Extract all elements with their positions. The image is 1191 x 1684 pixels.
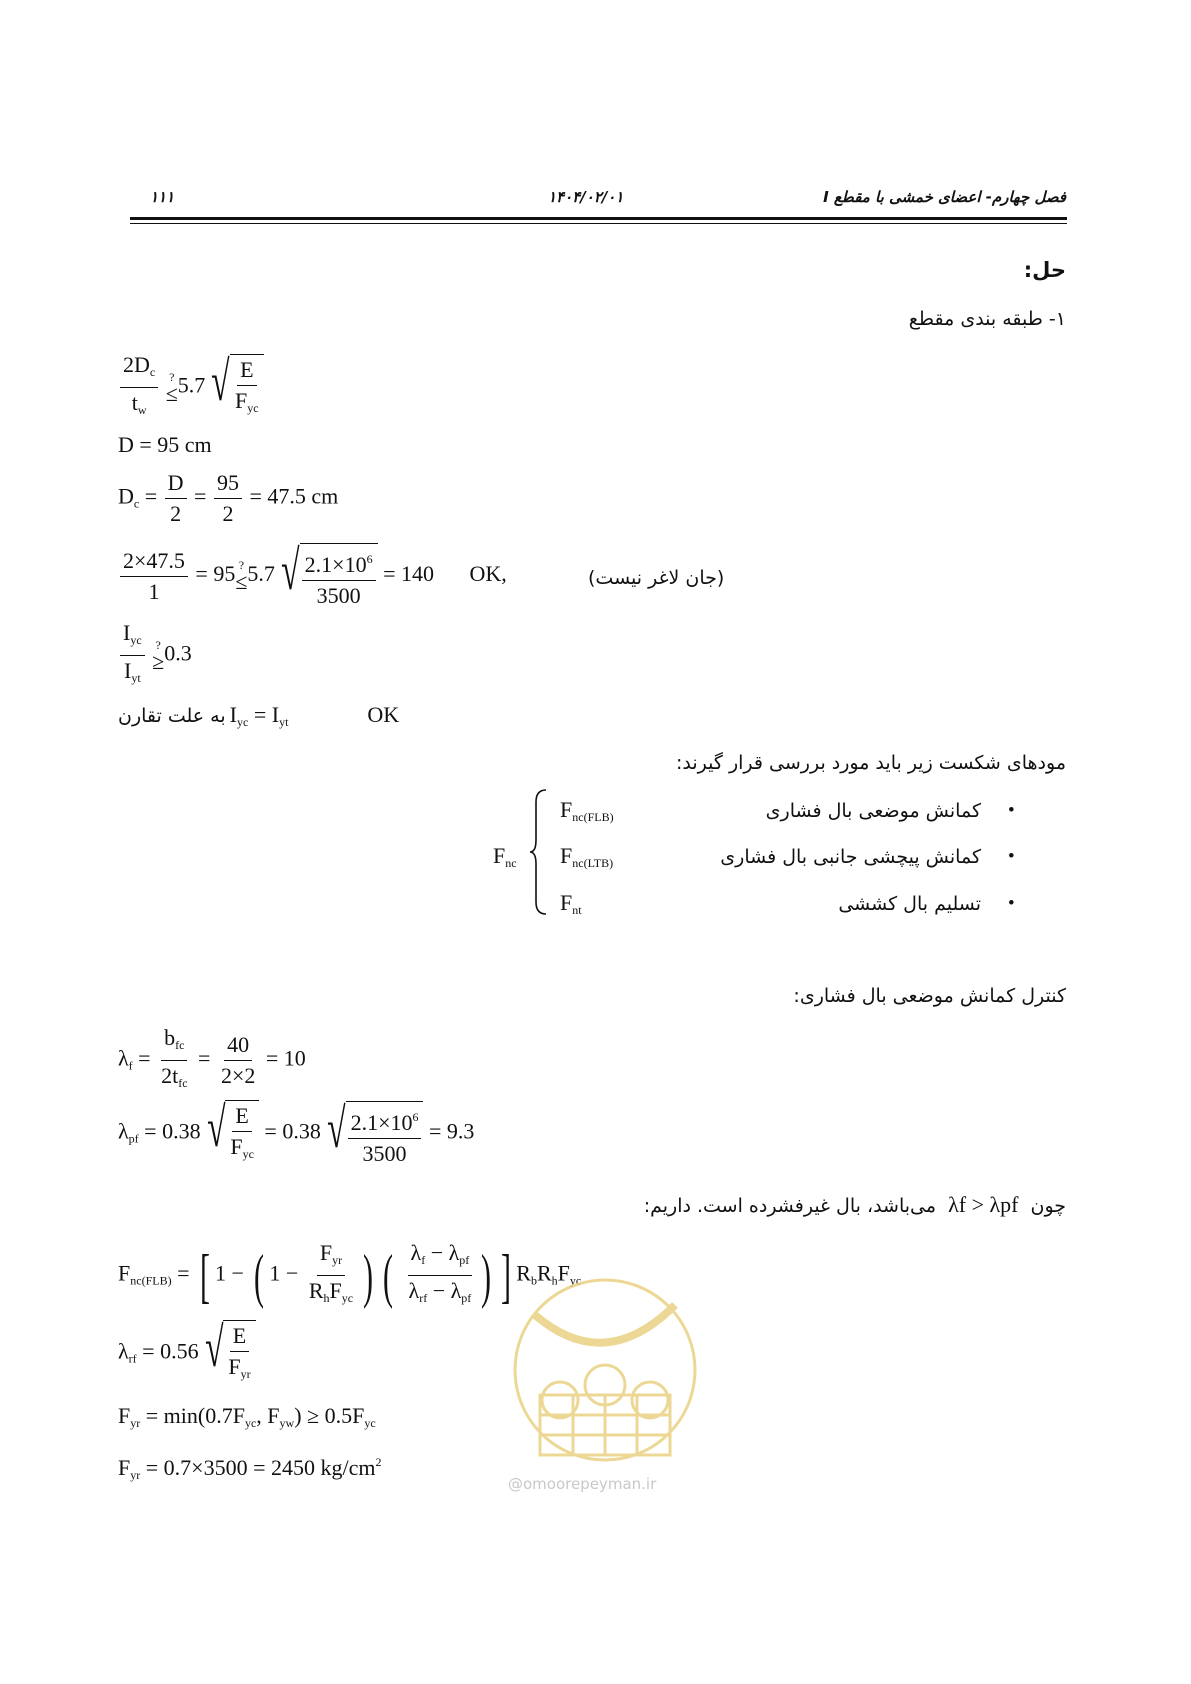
symbol-fnc-ltb: $F_{nc(LTB)}$: [560, 843, 614, 870]
eq-lambda-f: $\lambda_f$ = $\frac{b_{fc}}{2t_{fc}}$ = $\frac{40}{2\times 2}$ = 10: [118, 1025, 306, 1090]
page-number: ۱۱۱: [150, 188, 175, 206]
bullet-icon: •: [1008, 846, 1015, 867]
failure-modes-intro: مودهای شکست زیر باید مورد بررسی قرار گیرند:: [676, 752, 1066, 774]
eq-dc: $D_c$ = $\frac{D}{2}$ = $\frac{95}{2}$ = 47.5 cm: [118, 470, 339, 526]
failure-mode-item: تسلیم بال کششی: [838, 893, 981, 915]
watermark-logo: [495, 1275, 715, 1475]
bullet-icon: •: [1008, 893, 1015, 914]
web-not-slender-note: (جان لاغر نیست): [588, 567, 725, 589]
header-date: ۱۴۰۴/۰۲/۰۱: [548, 188, 624, 206]
header-rule-thin: [130, 223, 1067, 224]
failure-modes-brace: [528, 788, 550, 916]
at-icon: @: [508, 1475, 523, 1493]
eq-lambda-pf: $\lambda_{pf} = 0.38$ √ $\frac{E}{F_{yc}}$ = 0.38 √ $\frac{2.1\times 10^6}{3500}$ = 9.3: [118, 1097, 475, 1166]
failure-mode-item: کمانش موضعی بال فشاری: [765, 800, 981, 822]
flb-check-heading: کنترل کمانش موضعی بال فشاری:: [793, 985, 1066, 1007]
chapter-title: فصل چهارم- اعضای خمشی با مقطع I: [823, 188, 1066, 206]
eq-fnc-flb: $F_{nc(FLB)}$ = [ 1 − ( 1 − $\frac{F_{yr}}{R_hF_{yc}}$ ) ( $\frac{\lambda_f - \lambda_{pf}}{\lambda_{rf} - \lambda_{pf}}$ ) ] $R_bR_hF_{yc}$: [118, 1240, 582, 1309]
failure-mode-item: کمانش پیچشی جانبی بال فشاری: [720, 846, 981, 868]
fnc-label: $F_{nc}$: [493, 843, 517, 870]
symbol-fnc-flb: $F_{nc(FLB)}$: [560, 797, 614, 824]
eq-inertia-ratio: $\frac{I_{yc}}{I_{yt}}$ ? ≥ 0.3: [118, 620, 192, 691]
eq-fyr-value: $F_{yr} = 0.7\times 3500 = 2450$ $kg/cm^2$: [118, 1455, 382, 1482]
eq-web-check-numeric: $\frac{2\times 47.5}{1}$ = 95 ? ≤ 5.7 √ $\frac{2.1\times 10^6}{3500}$ = 140 OK,: [118, 543, 507, 609]
eq-fyr-min: $F_{yr} = \min(0.7F_{yc}$, $F_{yw}) \ge 0.5F_{yc}$: [118, 1403, 376, 1430]
bullet-icon: •: [1008, 800, 1015, 821]
eq-symmetry: به علت تقارن $I_{yc} = I_{yt}$ OK: [118, 702, 400, 729]
header-rule: [130, 217, 1067, 220]
solution-heading: حل:: [1023, 258, 1066, 282]
noncompact-statement: چون λf > λpf می‌باشد، بال غیرفشرده است. داریم:: [643, 1192, 1066, 1217]
eq-lambda-rf: $\lambda_{rf} = 0.56$ √ $\frac{E}{F_{yr}}$: [118, 1320, 256, 1387]
eq-depth: D = 95 cm: [118, 432, 212, 457]
symbol-fnt: $F_{nt}$: [560, 890, 582, 917]
watermark-url: @omoorepeyman.ir: [508, 1475, 657, 1493]
eq-web-slenderness: $\frac{2D_c}{t_w}$ ? ≤ 5.7 √ $\frac{E}{F_{yc}}$: [118, 352, 264, 423]
step1-heading: ۱- طبقه بندی مقطع: [908, 308, 1066, 330]
